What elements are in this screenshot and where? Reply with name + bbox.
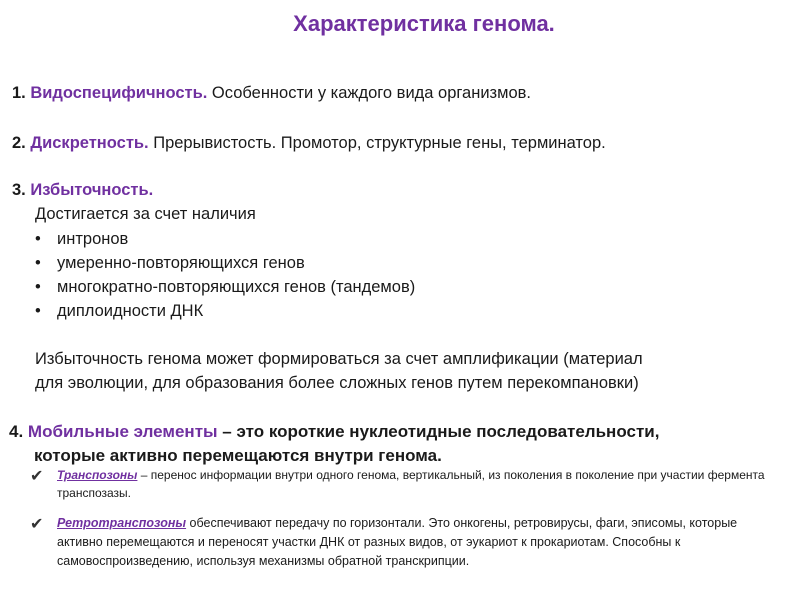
item-3-term: Избыточность. [30, 181, 154, 199]
bullet-icon: • [35, 230, 41, 248]
item-4-text-line-2: которые активно перемещаются внутри генома. [34, 446, 442, 465]
item-4-term: Мобильные элементы [27, 422, 218, 441]
bullet-icon: • [35, 302, 41, 320]
transposons-text: – перенос информации внутри одного генома, вертикальный, из поколения в поколение при участии фермента транспозазы. [57, 468, 765, 500]
transposons-note [57, 466, 777, 502]
item-2-text: Прерывистость. Промотор, структурные гены, терминатор. [148, 134, 606, 152]
retrotransposons-text: обеспечивают передачу по горизонтали. Это онкогены, ретровирусы, фаги, эписомы, которые активно перемещаются и переносят участки ДНК от разных видов, от эукариот к прокариотам. Способны к самовоспроизведению, используя механизмы обратной транскрипции. [57, 516, 738, 568]
list-item [35, 278, 415, 297]
item-3-paragraph-line-1: Избыточность генома может формироваться за счет амплификации (материал [35, 350, 643, 368]
item-2-number: 2. [12, 134, 26, 152]
item-4 [9, 422, 659, 442]
list-item [35, 254, 305, 273]
page-title: Характеристика генома. [293, 11, 555, 36]
item-3 [12, 181, 153, 200]
checkmark-icon: ✔ [30, 468, 44, 485]
list-item-label: умеренно-повторяющихся генов [57, 254, 305, 272]
item-1-term: Видоспецифичность. [30, 84, 208, 102]
list-item-label: интронов [57, 230, 129, 248]
item-4-text-line-1: – это короткие нуклеотидные последовательности, [217, 422, 660, 441]
bullet-icon: • [35, 254, 41, 272]
retrotransposons-term: Ретротранспозоны [57, 516, 187, 530]
item-4-number: 4. [9, 422, 24, 441]
list-item [35, 230, 128, 249]
item-3-intro: Достигается за счет наличия [35, 205, 256, 223]
item-3-number: 3. [12, 181, 26, 199]
item-2-term: Дискретность. [30, 134, 149, 152]
bullet-icon: • [35, 278, 41, 296]
item-1-text: Особенности у каждого вида организмов. [207, 84, 531, 102]
list-item [35, 302, 203, 321]
item-1-number: 1. [12, 84, 26, 102]
list-item-label: многократно-повторяющихся генов (тандемов) [57, 278, 416, 296]
checkmark-icon: ✔ [30, 516, 44, 533]
item-2 [12, 134, 606, 153]
item-3-paragraph-line-2: для эволюции, для образования более сложных генов путем перекомпановки) [35, 374, 639, 392]
item-1 [12, 84, 531, 103]
retrotransposons-note [57, 514, 782, 571]
transposons-term: Транспозоны [57, 468, 138, 482]
list-item-label: диплоидности ДНК [57, 302, 204, 320]
